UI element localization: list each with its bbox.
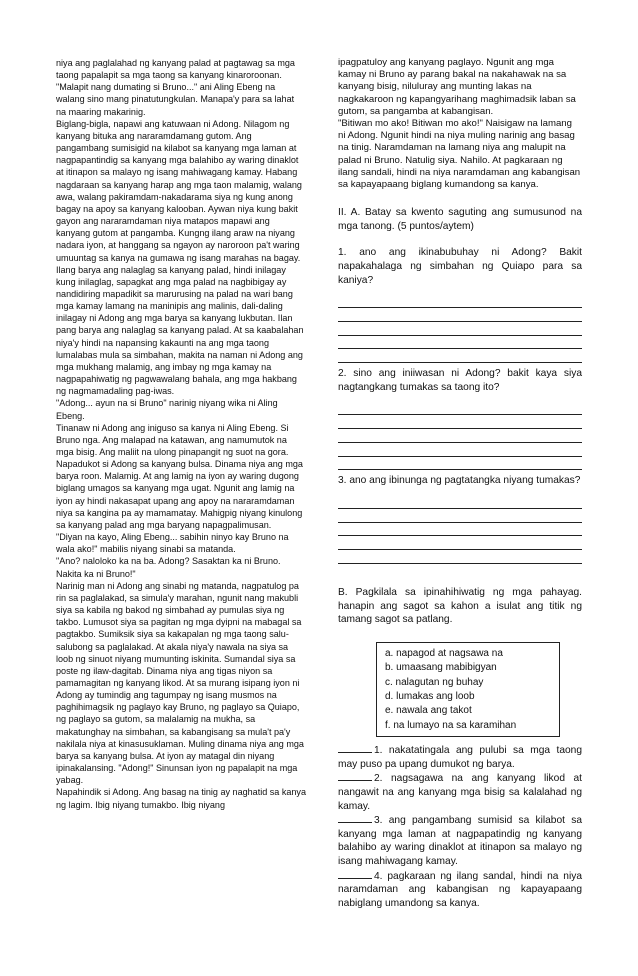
story-paragraph: ipagpatuloy ang kanyang paglayo. Ngunit ang mga kamay ni Bruno ay parang bakal na nakahawak na sa kanyang bisig, niluluray ang munting lakas na nagkakaroon ng kapangyarihang maghimadsik laban sa gutom, sa pangamba at kabangisan. [338,57,576,117]
story-left-column [56,57,306,811]
matching-item-text: 4. pagkaraan ng ilang sandal, hindi na niya naramdaman ang kabangisan ng kapayapaang nabiglang umandong sa kanya. [338,870,582,909]
matching-item-4 [338,869,582,911]
answer-line[interactable] [338,308,582,322]
question-2: 2. sino ang iniiwasan ni Adong? bakit kaya siya nagtangkang tumakas sa taong ito? [338,368,582,393]
choice-item: e. nawala ang takot [385,705,472,717]
question-1: 1. ano ang ikinabubuhay ni Adong? Bakit napakahalaga ng simbahan ng Quiapo para sa kaniya? [338,247,582,286]
story-paragraph: Biglang-bigla, napawi ang katuwaan ni Adong. Nilagom ng kanyang bituka ang nararamdamang gutom. Ang pangambang sumisigid na kilabot sa kanyang mga laman at nagpapantindig sa kanyang mga balahibo ay waring dinaklot at itinapon sa malayo ng isang mahiwagang kamay. Habang nagdaraan sa kanyang harap ang mga taon malamig, walang awa, walang pakiramdam-nakadarama siya ng kung anong bagay na apoy sa kanyang kalooban. Aywan niya kung bakit gayon ang nararamdaman niya matapos mapawi ang kanyang gutom at pangamba. Kungng ilang araw na niyang nadara iyon, at hanggang sa ngayon ay naroroon pa't waring umuuntag sa kanya na gumawa ng isang marahas na bagay. [56,118,302,263]
story-paragraph: "Adong... ayun na si Bruno" narinig niyang wika ni Aling Ebeng. [56,398,278,421]
answer-lines-3[interactable] [338,495,582,564]
choice-item: f. na lumayo na sa karamihan [385,719,517,731]
answer-line[interactable] [338,429,582,443]
answer-blank[interactable] [338,813,372,823]
answer-line[interactable] [338,336,582,350]
answer-line[interactable] [338,523,582,537]
story-paragraph: "Malapit nang dumating si Bruno..." ani Aling Ebeng na walang sino mang pinatutungkulan. Manapa'y para sa lahat na maaring makarinig. [56,82,295,117]
story-paragraph: "Bitiwan mo ako! Bitiwan mo ako!" Naisigaw na lamang ni Adong. Ngunit hindi na niya muling narinig ang basag na tinig. Naramdaman na lamang niya ang malupit na palad ni Bruno. Natulig siya. Nahilo. At pagkaraan ng ilang sandali, hindi na niya naramdaman ang kabangisan sa kapayapaang biglang kumandong sa kanya. [338,118,581,191]
answer-line[interactable] [338,294,582,308]
matching-item-2 [338,771,582,813]
story-paragraph: niya ang paglalahad ng kanyang palad at pagtawag sa mga taong papalapit sa mga taong sa kanyang kinaroroonan. [56,58,295,81]
choice-item: c. nalagutan ng buhay [385,676,484,688]
answer-choices-box [376,642,560,737]
answer-line[interactable] [338,550,582,564]
answer-line[interactable] [338,457,582,471]
matching-item-3 [338,813,582,868]
answer-lines-2[interactable] [338,401,582,470]
answer-line[interactable] [338,401,582,415]
answer-blank[interactable] [338,743,372,753]
answer-line[interactable] [338,536,582,550]
choice-item: b. umaasang mabibigyan [385,662,497,674]
matching-item-text: 1. nakatatingala ang pulubi sa mga taong may puso pa upang dumukot ng barya. [338,745,582,770]
choice-item: d. lumakas ang loob [385,690,475,702]
question-3: 3. ano ang ibinunga ng pagtatangka niyang tumakas? [338,475,581,487]
answer-blank[interactable] [338,869,372,879]
section-a-heading: II. A. Batay sa kwento saguting ang sumusunod na mga tanong. (5 puntos/aytem) [338,207,582,232]
answer-line[interactable] [338,443,582,457]
story-paragraph: "Diyan na kayo, Aling Ebeng... sabihin ninyo kay Bruno na wala ako!" mabilis niyang sinabi sa matanda. [56,532,289,555]
story-paragraph: Napahindik si Adong. Ang basag na tinig ay naghatid sa kanya ng lagim. Ibig niyang tumakbo. Ibig niyang [56,787,306,810]
choice-item: a. napagod at nagsawa na [385,647,503,659]
answer-line[interactable] [338,495,582,509]
answer-lines-1[interactable] [338,294,582,363]
worksheet-right-column [338,57,582,910]
story-paragraph: Narinig man ni Adong ang sinabi ng matanda, nagpatulog pa rin sa paglalakad, sa simula'y marahan, ngunit nang makubli siya sa kabila ng bakod ng simbahad ay pumulas siya ng takbo. Lumusot siya sa pagitan ng mga dyipni na mabagal sa pagtakbo. Sumiksik siya sa kakapalan ng mga taong salu-salubong sa paglalakad. At akala niya'y nawala na siya sa loob ng sinuot niyang mumunting iskinita. Sumandal siya sa poste ng ilaw-dagitab. Dinama niya ang tigas niyon sa pamamagitan ng kanyang likod. At sa murang isipang iyon ni Adong ay tumindig ang tagumpay ng isang musmos na paghihimagsik ng paglayo kay Bruno, ng paglayo sa Quiapo, ng paglayo sa gutom, sa malalamig na mukha, sa makatunghay na simbahan, sa kabangisang sa mula't pa'y nakilala niya at kinasusuklaman. Muling dinama niya ang mga barya sa kanyang bulsa. At iyon ay matagal din niyang ipinakalansing. "Adong!" Sinunsan iyon ng papalapit na mga yabag. [56,580,304,786]
matching-item-text: 3. ang pangambang sumisid sa kilabot sa kanyang mga laman at nagpapatindig ng kanyang balahibo ay waring dinaklot at itinapon sa malayo ng isang mahiwagang kamay. [338,815,582,867]
answer-blank[interactable] [338,771,372,781]
matching-items [338,743,582,910]
answer-line[interactable] [338,322,582,336]
answer-line[interactable] [338,415,582,429]
answer-line[interactable] [338,509,582,523]
story-paragraph: "Ano? naloloko ka na ba. Adong? Sasaktan ka ni Bruno. Nakita ka ni Bruno!" [56,556,281,579]
story-paragraph: Tinanaw ni Adong ang iniguso sa kanya ni Aling Ebeng. Si Bruno nga. Ang malapad na katawan, ang namumutok na mga bisig. Ang maliit na ulong pinapangit ng suot na gora. Napadukot si Adong sa kanyang bulsa. Dinama niya ang mga barya roon. Malamig. At ang lamig na iyon ay waring dugong biglang umagos sa kanyang mga ugat. Ngunit ang lamig na iyon ay hindi nakasapat upang ang apoy na nararamdaman niya sa kangina pa ay mamamatay. Mahigpig niyang kinulong sa kanyang palad ang mga baryang napagpalimusan. [56,422,303,530]
answer-line[interactable] [338,349,582,363]
matching-item-1 [338,743,582,771]
story-paragraph: Ilang barya ang nalaglag sa kanyang palad, hindi inilagay kung inilaglag, sapagkat ang mga palad na nagbibigay ay nandidiring mapadikit sa marurusing na palad na wari bang mga kamay lamang na maninipis ang malinis, dali-daling inilagay ni Adong ang mga barya sa kanyang lukbutan. Ilan pang barya ang nalaglag sa kanyang palad. At sa kaabalahan niya'y hindi na napansing kakaunti na ang mga taong lumalabas mula sa simbahan, makita na naman ni Adong ang mga mukhang malamig, ang imbay ng mga kamay na nagpapahiwatig ng pagwawalang bahala, ang mga hakbang ng nagmamadaling pag-iwas. [56,264,304,397]
matching-item-text: 2. nagsagawa na ang kanyang likod at nangawit na ang kanyang mga bisig sa kalalahad ng kamay. [338,773,582,812]
section-b-heading: B. Pagkilala sa ipinahihiwatig ng mga pahayag. hanapin ang sagot sa kahon a isulat ang titik ng tamang sagot sa patlang. [338,586,582,626]
